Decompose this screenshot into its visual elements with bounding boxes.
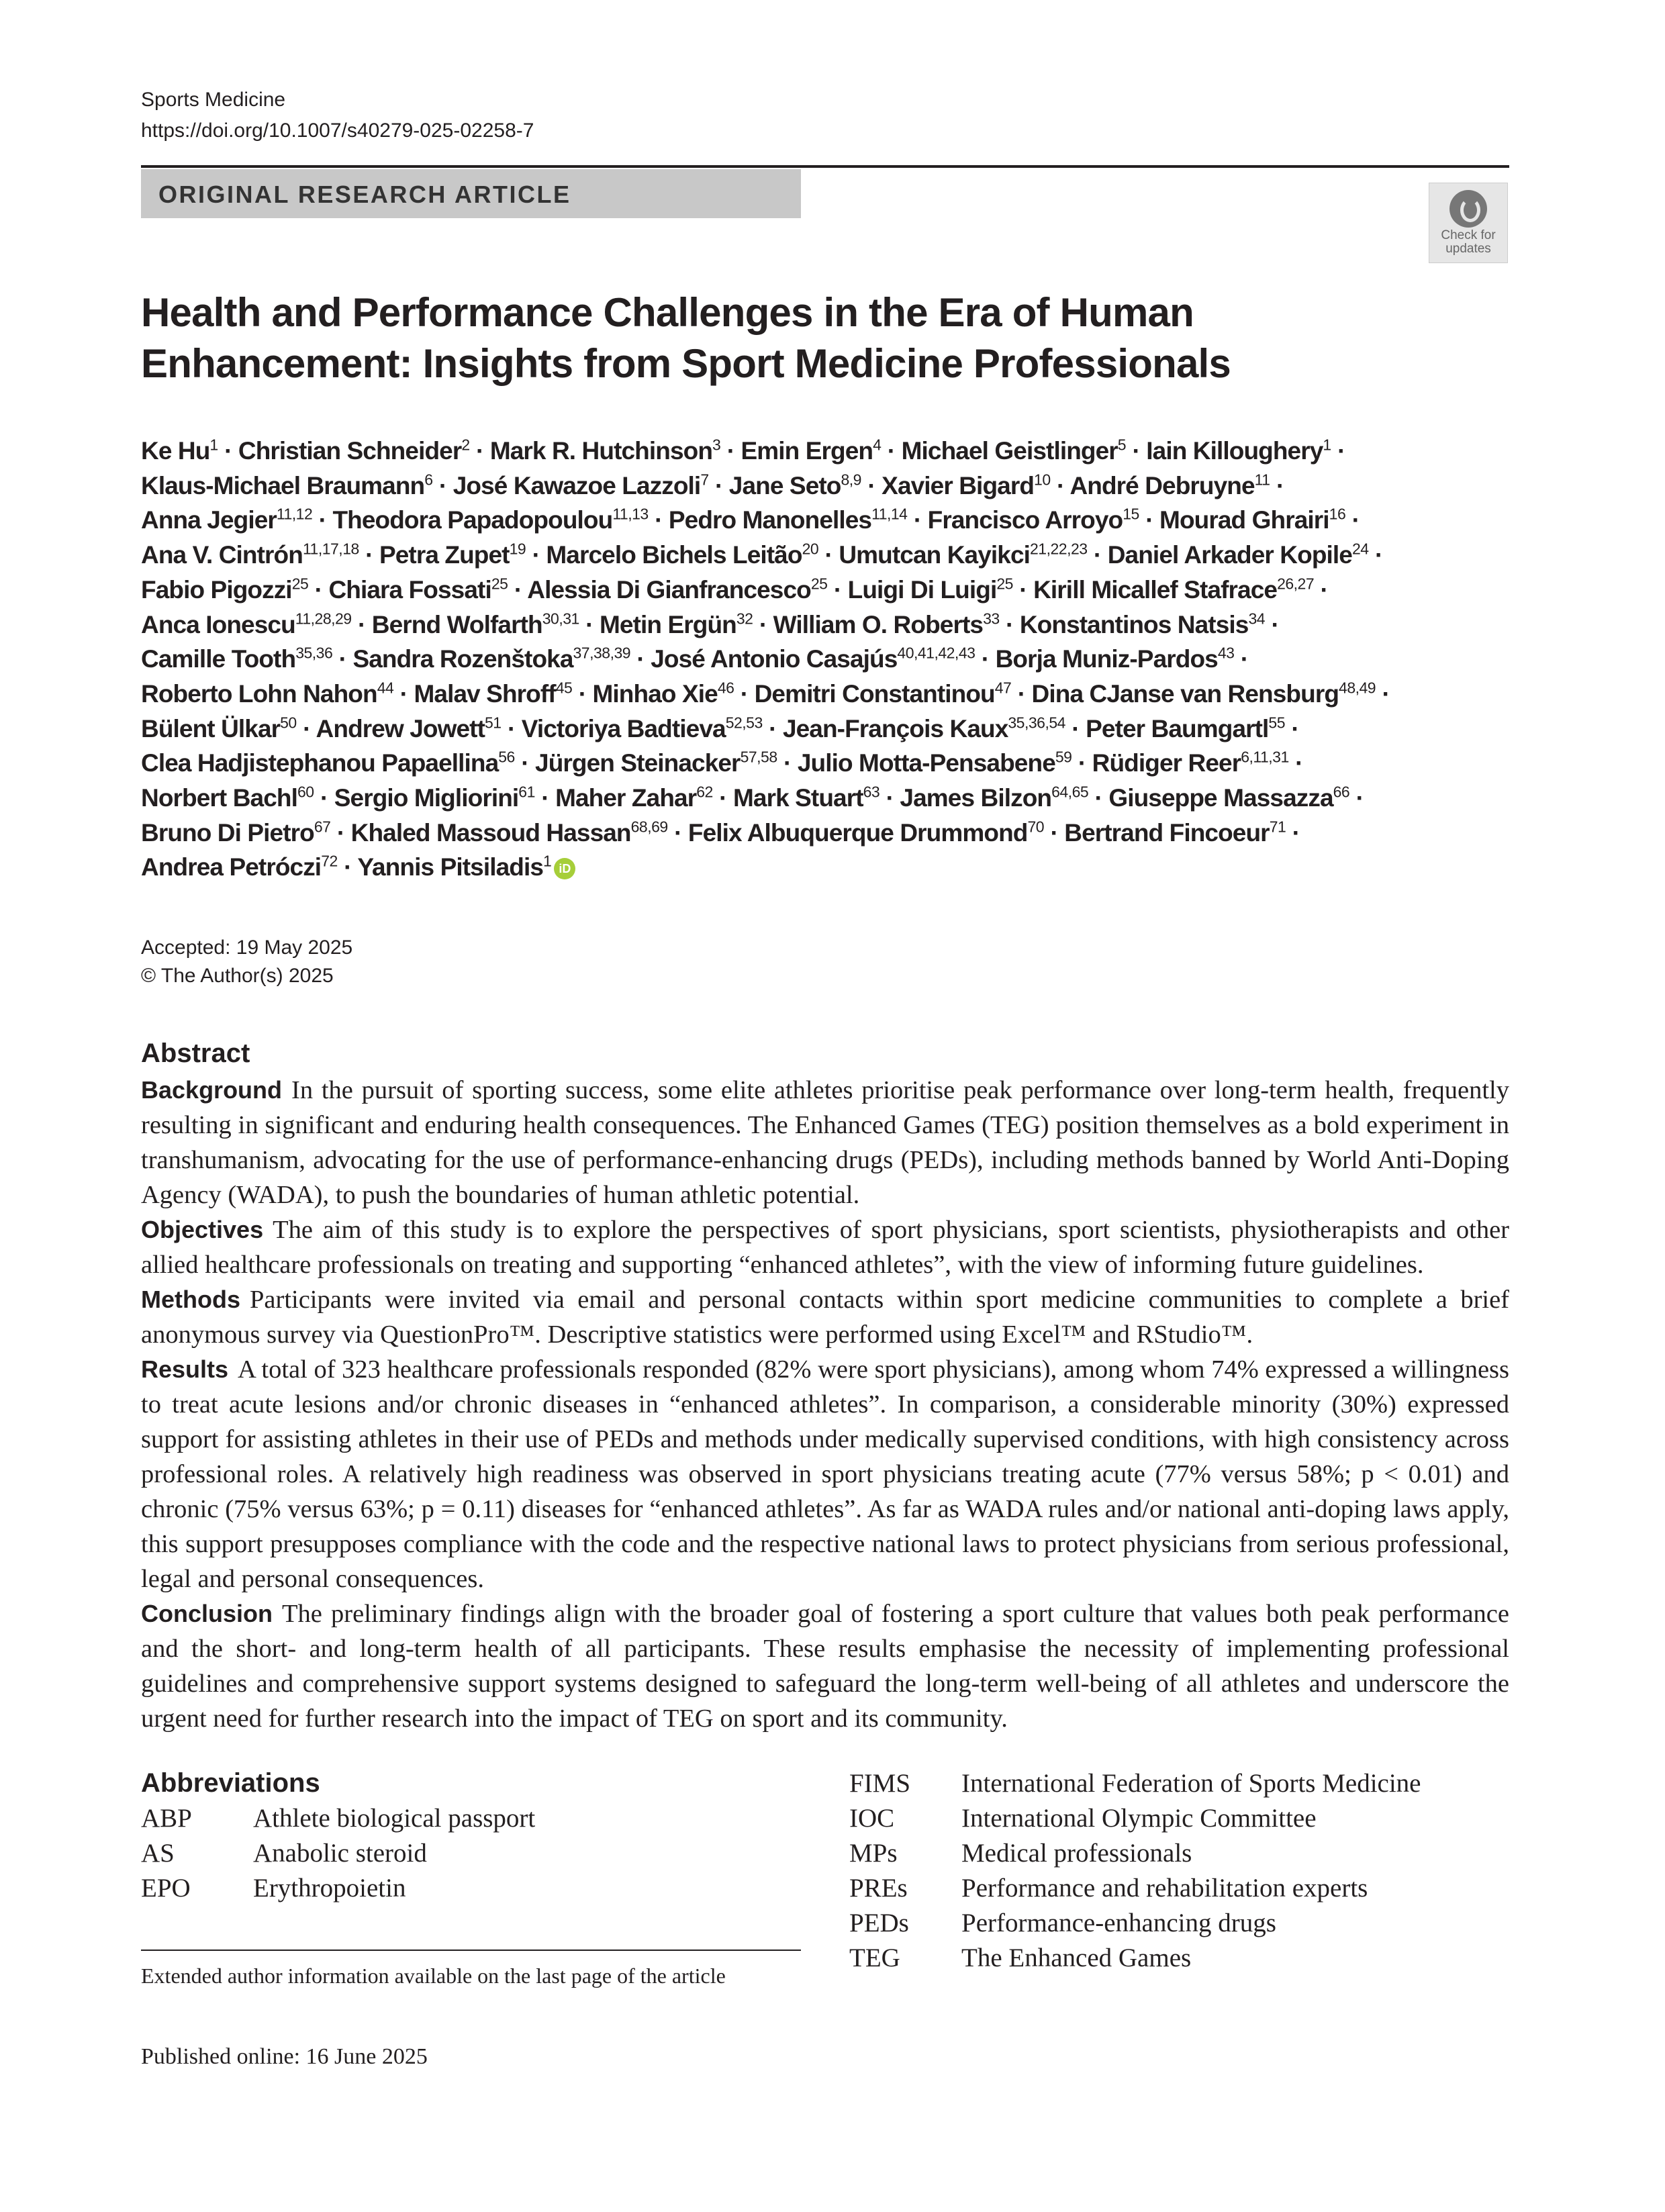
author-affiliation: 60	[297, 783, 314, 801]
abbreviation: FIMS	[849, 1769, 911, 1798]
author-name[interactable]: Fabio Pigozzi	[141, 575, 292, 604]
update-icon	[1449, 190, 1487, 228]
title-line: Enhancement: Insights from Sport Medicine Professionals	[141, 341, 1231, 386]
author-affiliation: 25	[291, 575, 309, 593]
author-affiliation: 3	[712, 436, 721, 454]
badge-text-2: updates	[1445, 242, 1491, 256]
author-name[interactable]: Andrea Petróczi	[141, 853, 322, 881]
author-line: Ana V. Cintrón$^{11,17,18}$ · Petra Zupet$^{19}$ · Marcelo Bichels Leitão$^{20}$ · Umutcan Kayikci$^{21,22,23}$ · Daniel Arkader Kopile$^{24}$ ·	[141, 540, 1383, 569]
author-affiliation: 62	[696, 783, 713, 801]
author-affiliation: 40,41,42,43	[897, 644, 976, 662]
abstract-body	[141, 1073, 1509, 1736]
author-name[interactable]: Bruno Di Pietro	[141, 818, 314, 847]
author-affiliation: 20	[802, 540, 819, 558]
author-name[interactable]: Francisco Arroyo	[927, 506, 1123, 534]
author-affiliation: 51	[484, 714, 502, 732]
author-affiliation: 70	[1027, 818, 1045, 836]
author-name[interactable]: Luigi Di Luigi	[847, 575, 997, 604]
abbreviation-definition: Performance-enhancing drugs	[961, 1909, 1276, 1937]
author-affiliation: 66	[1333, 783, 1350, 801]
author-affiliation: 35,36	[295, 644, 333, 662]
author-name[interactable]: Yannis Pitsiladis	[357, 853, 544, 881]
abbreviations-heading: Abbreviations	[141, 1768, 320, 1798]
footnote: Extended author information available on the last page of the article	[141, 1964, 726, 1988]
author-affiliation: 67	[314, 818, 331, 836]
published-date: Published online: 16 June 2025	[141, 2044, 428, 2069]
author-name[interactable]: Borja Muniz-Pardos	[995, 645, 1218, 673]
author-name[interactable]: Victoriya Badtieva	[521, 714, 726, 742]
author-affiliation: 30,31	[542, 610, 579, 628]
author-affiliation: 7	[700, 471, 709, 489]
author-affiliation: 32	[736, 610, 753, 628]
author-affiliation: 19	[509, 540, 526, 558]
author-name[interactable]: Norbert Bachl	[141, 784, 297, 812]
author-affiliation: 21,22,23	[1030, 540, 1088, 558]
abstract-label: Background	[141, 1076, 283, 1104]
author-name[interactable]: Alessia Di Gianfrancesco	[527, 575, 811, 604]
author-affiliation: 25	[810, 575, 828, 593]
author-affiliation: 11,14	[871, 506, 908, 524]
author-list	[141, 434, 1524, 885]
author-line: Andrea Petróczi$^{72}$ · Yannis Pitsiladis$^1$ iD	[141, 850, 1524, 885]
abstract-section-objectives	[141, 1212, 1509, 1282]
abbreviation-definition: Medical professionals	[961, 1839, 1192, 1868]
title-line: Health and Performance Challenges in the Era of Human	[141, 290, 1194, 335]
author-name[interactable]: Anca Ionescu	[141, 610, 295, 638]
author-name[interactable]: Ana V. Cintrón	[141, 541, 303, 569]
author-name[interactable]: Julio Motta-Pensabene	[797, 749, 1055, 777]
author-affiliation: 35,36,54	[1008, 714, 1065, 732]
abstract-text: A total of 323 healthcare professionals responded (82% were sport physicians), among whom 74% expressed a willingness to treat acute lesions and/or chronic diseases in “enhanced athletes”. In comparison, a considerable minority (30%) expressed support for assisting athletes in their use of PEDs and methods under medically supervised conditions, with high consistency across professional roles. A relatively high readiness was observed in sport physicians treating acute (77% versus 58%; p < 0.01) and chronic (75% versus 63%; p = 0.11) diseases for “enhanced athletes”. As far as WADA rules and/or national anti-doping laws apply, this support presupposes compliance with the code and the respective national laws to protect physicians from serious professional, legal and personal consequences.	[141, 1355, 1509, 1593]
author-affiliation: 59	[1055, 749, 1072, 766]
author-name[interactable]: Giuseppe Massazza	[1108, 784, 1333, 812]
author-affiliation: 43	[1217, 644, 1235, 662]
author-affiliation: 46	[717, 679, 734, 697]
journal-name: Sports Medicine	[141, 89, 286, 111]
author-affiliation: 6,11,31	[1241, 749, 1289, 766]
author-affiliation: 33	[983, 610, 1000, 628]
abbreviation: TEG	[849, 1943, 900, 1972]
author-affiliation: 68,69	[630, 818, 668, 836]
author-name[interactable]: Marcelo Bichels Leitão	[546, 541, 802, 569]
author-line: Klaus-Michael Braumann$^6$ · José Kawazoe Lazzoli$^7$ · Jane Seto$^{8,9}$ · Xavier Bigard$^{10}$ · André Debruyne$^{11}$ ·	[141, 471, 1284, 499]
author-name[interactable]: Sandra Rozenštoka	[352, 645, 573, 673]
author-name[interactable]: Xavier Bigard	[882, 471, 1035, 499]
author-affiliation: 11	[1254, 471, 1270, 489]
author-name[interactable]: Malav Shroff	[414, 679, 556, 708]
author-name[interactable]: Mourad Ghrairi	[1159, 506, 1329, 534]
author-affiliation: 11,17,18	[302, 540, 359, 558]
author-name[interactable]: Umutcan Kayikci	[839, 541, 1031, 569]
author-affiliation: 64,65	[1051, 783, 1089, 801]
abstract-section-background	[141, 1073, 1509, 1212]
abstract-section-results	[141, 1352, 1509, 1596]
author-name[interactable]: Maher Zahar	[555, 784, 697, 812]
doi-link[interactable]: https://doi.org/10.1007/s40279-025-02258-7	[141, 119, 534, 142]
badge-text-1: Check for	[1441, 228, 1496, 242]
author-name[interactable]: Konstantinos Natsis	[1019, 610, 1249, 638]
author-name[interactable]: Bülent Ülkar	[141, 714, 281, 742]
author-line: Bruno Di Pietro$^{67}$ · Khaled Massoud Hassan$^{68,69}$ · Felix Albuquerque Drummond$^{70}$ · Bertrand Fincoeur$^{71}$ ·	[141, 818, 1300, 847]
author-name[interactable]: William O. Roberts	[773, 610, 984, 638]
abstract-heading: Abstract	[141, 1039, 250, 1068]
author-affiliation: 1	[543, 853, 552, 871]
abbreviation-definition: Performance and rehabilitation experts	[961, 1874, 1368, 1903]
author-name[interactable]: Christian Schneider	[238, 437, 462, 465]
author-name[interactable]: Michael Geistlinger	[901, 437, 1118, 465]
author-name[interactable]: Dina CJanse van Rensburg	[1031, 679, 1339, 708]
author-name[interactable]: Clea Hadjistephanou Papaellina	[141, 749, 499, 777]
author-name[interactable]: Bertrand Fincoeur	[1064, 818, 1270, 847]
author-name[interactable]: Mark R. Hutchinson	[489, 437, 713, 465]
abbreviation-definition: International Federation of Sports Medicine	[961, 1769, 1421, 1798]
author-line: Anna Jegier$^{11,12}$ · Theodora Papadopoulou$^{11,13}$ · Pedro Manonelles$^{11,14}$ · Francisco Arroyo$^{15}$ · Mourad Ghrairi$^{16}$ ·	[141, 506, 1360, 534]
article-type: ORIGINAL RESEARCH ARTICLE	[158, 181, 571, 208]
author-line: Bülent Ülkar$^{50}$ · Andrew Jowett$^{51}$ · Victoriya Badtieva$^{52,53}$ · Jean-François Kaux$^{35,36,54}$ · Peter Baumgartl$^{55}$ ·	[141, 714, 1299, 742]
abstract-text: In the pursuit of sporting success, some elite athletes prioritise peak performance over long-term health, frequently resulting in significant and enduring health consequences. The Enhanced Games (TEG) position themselves as a bold experiment in transhumanism, advocating for the use of performance-enhancing drugs (PEDs), including methods banned by World Anti-Doping Agency (WADA), to push the boundaries of human athletic potential.	[141, 1076, 1509, 1209]
author-affiliation: 6	[424, 471, 433, 489]
author-name[interactable]: Minhao Xie	[592, 679, 718, 708]
author-affiliation: 63	[863, 783, 880, 801]
abbreviation-definition: Athlete biological passport	[253, 1804, 536, 1833]
author-name[interactable]: James Bilzon	[900, 784, 1052, 812]
abstract-label: Objectives	[141, 1216, 264, 1243]
author-affiliation: 72	[321, 853, 338, 871]
author-name[interactable]: Roberto Lohn Nahon	[141, 679, 377, 708]
author-affiliation: 2	[461, 436, 470, 454]
author-affiliation: 25	[996, 575, 1013, 593]
author-name[interactable]: Pedro Manonelles	[668, 506, 872, 534]
author-name[interactable]: Anna Jegier	[141, 506, 277, 534]
author-line: Clea Hadjistephanou Papaellina$^{56}$ · Jürgen Steinacker$^{57,58}$ · Julio Motta-Pensabene$^{59}$ · Rüdiger Reer$^{6,11,31}$ ·	[141, 749, 1303, 777]
abbreviation-definition: International Olympic Committee	[961, 1804, 1317, 1833]
author-name[interactable]: Sergio Migliorini	[334, 784, 519, 812]
author-affiliation: 16	[1329, 506, 1346, 524]
header-rule	[141, 165, 1509, 168]
author-name[interactable]: Metin Ergün	[599, 610, 736, 638]
author-name[interactable]: Rüdiger Reer	[1092, 749, 1241, 777]
footnote-rule	[141, 1950, 801, 1951]
check-for-updates-badge[interactable]	[1429, 183, 1508, 263]
author-affiliation: 15	[1123, 506, 1139, 524]
abstract-label: Results	[141, 1355, 229, 1383]
author-name[interactable]: Emin Ergen	[741, 437, 873, 465]
abstract-label: Methods	[141, 1286, 240, 1313]
author-name[interactable]: Kirill Micallef Stafrace	[1033, 575, 1278, 604]
author-name[interactable]: Petra Zupet	[379, 541, 510, 569]
author-affiliation: 10	[1034, 471, 1051, 489]
abbreviation: EPO	[141, 1874, 191, 1903]
author-affiliation: 57,58	[740, 749, 777, 766]
author-name[interactable]: André Debruyne	[1069, 471, 1255, 499]
author-affiliation: 1	[209, 436, 218, 454]
author-affiliation: 71	[1269, 818, 1286, 836]
author-affiliation: 44	[377, 679, 394, 697]
author-name[interactable]: Jean-François Kaux	[782, 714, 1008, 742]
author-name[interactable]: Ke Hu	[141, 437, 210, 465]
author-name[interactable]: Bernd Wolfarth	[371, 610, 542, 638]
author-affiliation: 50	[280, 714, 297, 732]
author-affiliation: 8,9	[841, 471, 861, 489]
abbreviation: AS	[141, 1839, 175, 1868]
abstract-text: The aim of this study is to explore the perspectives of sport physicians, sport scientists, physiotherapists and other allied healthcare professionals on treating and supporting “enhanced athletes”, with the view of informing future guidelines.	[141, 1216, 1509, 1279]
author-affiliation: 61	[518, 783, 535, 801]
author-affiliation: 11,28,29	[295, 610, 352, 628]
author-line: Fabio Pigozzi$^{25}$ · Chiara Fossati$^{25}$ · Alessia Di Gianfrancesco$^{25}$ · Luigi Di Luigi$^{25}$ · Kirill Micallef Stafrace$^{26,27}$ ·	[141, 575, 1328, 604]
author-affiliation: 11,13	[612, 506, 649, 524]
author-affiliation: 34	[1248, 610, 1266, 628]
author-name[interactable]: Khaled Massoud Hassan	[350, 818, 631, 847]
author-affiliation: 55	[1268, 714, 1286, 732]
copyright: © The Author(s) 2025	[141, 965, 334, 987]
article-type-banner	[141, 169, 801, 218]
author-name[interactable]: Klaus-Michael Braumann	[141, 471, 425, 499]
author-affiliation: 56	[498, 749, 515, 766]
accepted-date: Accepted: 19 May 2025	[141, 936, 353, 959]
author-name[interactable]: Peter Baumgartl	[1086, 714, 1269, 742]
author-name[interactable]: Iain Killoughery	[1146, 437, 1323, 465]
author-name[interactable]: José Antonio Casajús	[651, 645, 898, 673]
abstract-section-conclusion	[141, 1596, 1509, 1736]
author-line: Anca Ionescu$^{11,28,29}$ · Bernd Wolfarth$^{30,31}$ · Metin Ergün$^{32}$ · William O. Roberts$^{33}$ · Konstantinos Natsis$^{34}$ ·	[141, 610, 1279, 638]
author-line: Camille Tooth$^{35,36}$ · Sandra Rozenštoka$^{37,38,39}$ · José Antonio Casajús$^{40,41,42,43}$ · Borja Muniz-Pardos$^{43}$ ·	[141, 644, 1249, 673]
article-title	[141, 287, 1509, 389]
abbreviation-definition: The Enhanced Games	[961, 1943, 1192, 1972]
author-affiliation: 24	[1351, 540, 1369, 558]
abbreviation: ABP	[141, 1804, 192, 1833]
author-affiliation: 1	[1323, 436, 1331, 454]
abbreviation-definition: Anabolic steroid	[253, 1839, 427, 1868]
author-affiliation: 4	[873, 436, 882, 454]
orcid-icon[interactable]: iD	[554, 858, 575, 879]
author-affiliation: 25	[491, 575, 508, 593]
author-name[interactable]: José Kawazoe Lazzoli	[453, 471, 701, 499]
author-name[interactable]: Jürgen Steinacker	[535, 749, 741, 777]
abbreviation: IOC	[849, 1804, 895, 1833]
abstract-text: The preliminary findings align with the broader goal of fostering a sport culture that values both peak performance and the short- and long-term health of all participants. These results emphasise the necessity of implementing professional guidelines and comprehensive support systems designed to safeguard the long-term well-being of all athletes and underscore the urgent need for further research into the impact of TEG on sport and its community.	[141, 1600, 1509, 1733]
abstract-text: Participants were invited via email and personal contacts within sport medicine communities to complete a brief anonymous survey via QuestionPro™. Descriptive statistics were performed using Excel™ and RStudio™.	[141, 1286, 1509, 1349]
author-line: Roberto Lohn Nahon$^{44}$ · Malav Shroff$^{45}$ · Minhao Xie$^{46}$ · Demitri Constantinou$^{47}$ · Dina CJanse van Rensburg$^{48,49}$ ·	[141, 679, 1390, 708]
author-affiliation: 11,12	[276, 506, 313, 524]
author-name[interactable]: Jane Seto	[728, 471, 841, 499]
author-affiliation: 26,27	[1277, 575, 1315, 593]
author-name[interactable]: Daniel Arkader Kopile	[1107, 541, 1352, 569]
author-affiliation: 45	[555, 679, 573, 697]
author-name[interactable]: Felix Albuquerque Drummond	[687, 818, 1028, 847]
abstract-label: Conclusion	[141, 1600, 273, 1627]
author-affiliation: 5	[1117, 436, 1127, 454]
abbreviation: PEDs	[849, 1909, 909, 1937]
author-name[interactable]: Chiara Fossati	[328, 575, 491, 604]
author-name[interactable]: Theodora Papadopoulou	[332, 506, 613, 534]
author-line: Norbert Bachl$^{60}$ · Sergio Migliorini$^{61}$ · Maher Zahar$^{62}$ · Mark Stuart$^{63}$ · James Bilzon$^{64,65}$ · Giuseppe Massazza$^{66}$ ·	[141, 783, 1364, 812]
author-affiliation: 48,49	[1339, 679, 1376, 697]
author-name[interactable]: Demitri Constantinou	[754, 679, 995, 708]
author-affiliation: 37,38,39	[573, 644, 631, 662]
abstract-section-methods	[141, 1282, 1509, 1352]
abbreviation-definition: Erythropoietin	[253, 1874, 406, 1903]
author-name[interactable]: Camille Tooth	[141, 645, 296, 673]
abbreviation: MPs	[849, 1839, 898, 1868]
author-affiliation: 52,53	[725, 714, 763, 732]
author-name[interactable]: Andrew Jowett	[316, 714, 485, 742]
author-name[interactable]: Mark Stuart	[732, 784, 863, 812]
author-line: Ke $Hu^1$ · Christian Schneider$^2$ · Mark R. Hutchinson$^3$ · Emin Ergen$^4$ · Michael Geistlinger$^5$ · Iain Killoughery$^1$ ·	[141, 436, 1345, 465]
author-affiliation: 47	[994, 679, 1012, 697]
abbreviation: PREs	[849, 1874, 908, 1903]
